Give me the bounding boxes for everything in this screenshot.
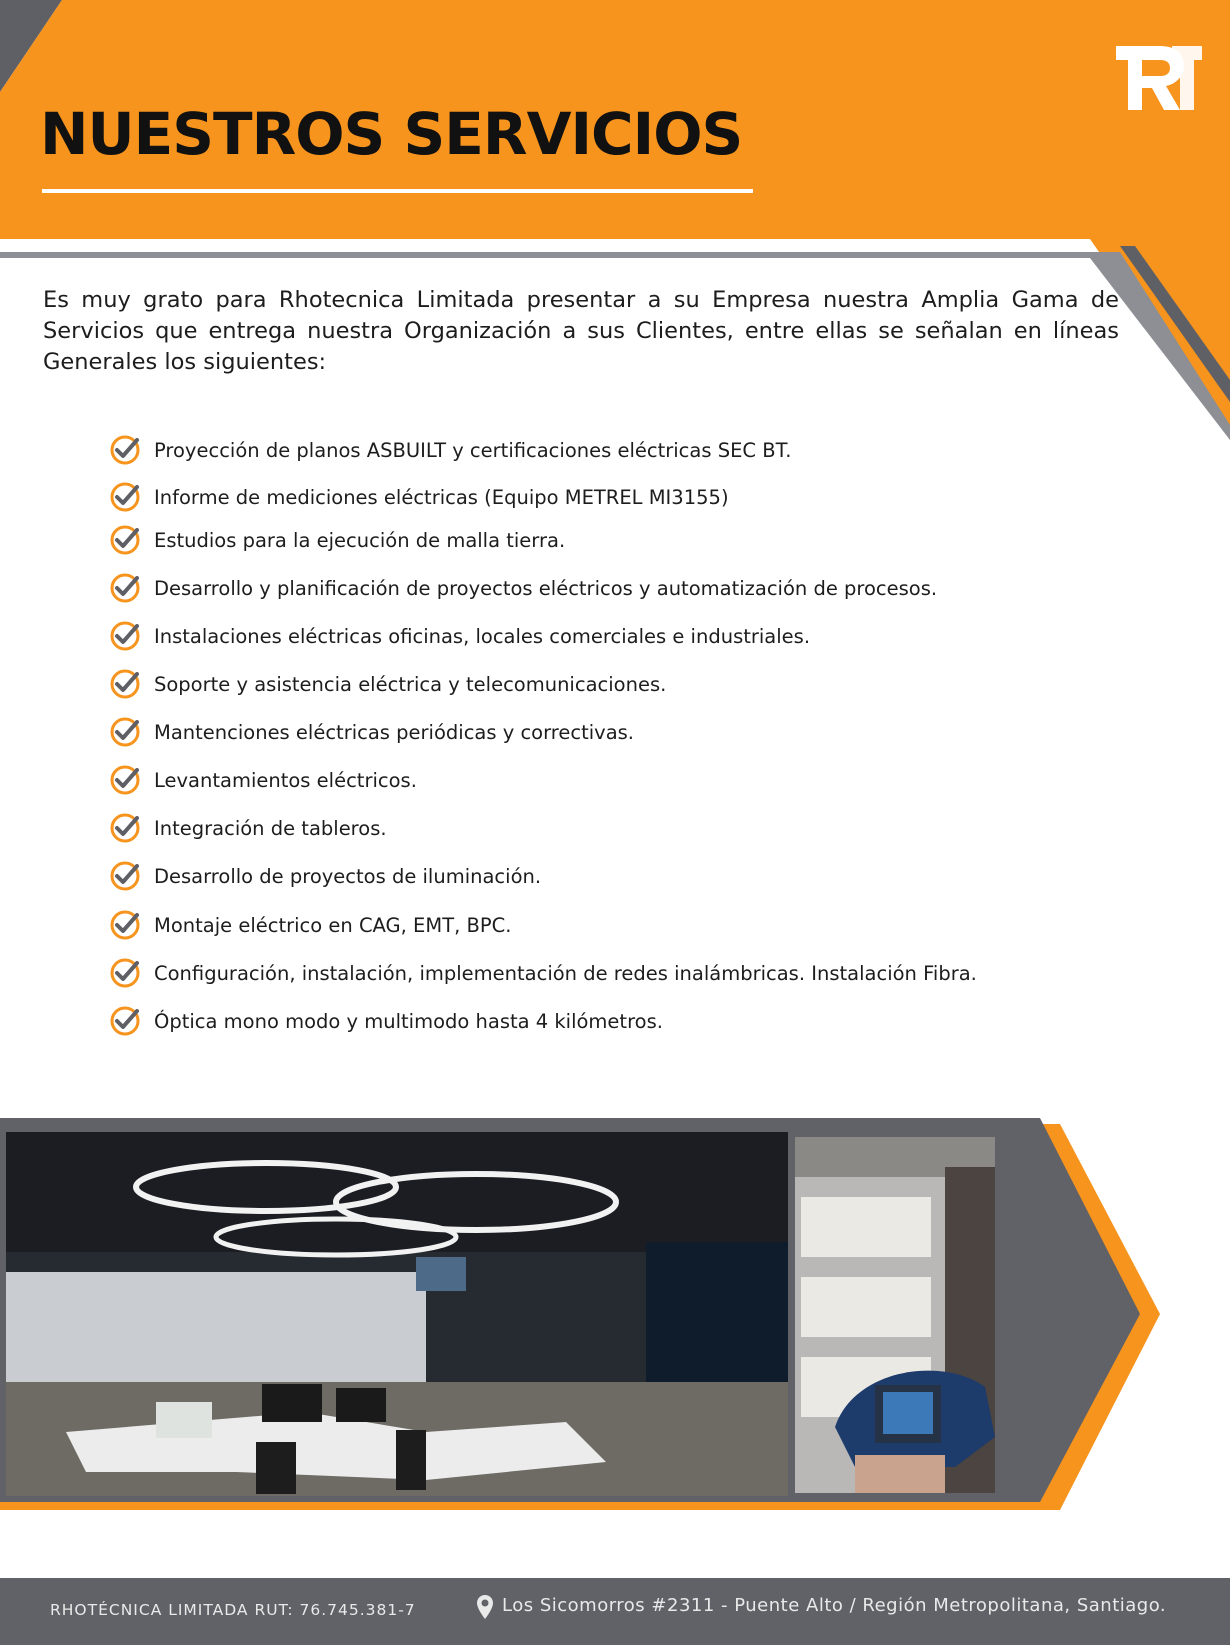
service-label: Óptica mono modo y multimodo hasta 4 kilómetros.	[154, 1009, 663, 1033]
service-label: Configuración, instalación, implementación de redes inalámbricas. Instalación Fibra.	[154, 961, 977, 985]
service-label: Soporte y asistencia eléctrica y telecomunicaciones.	[154, 672, 667, 696]
location-pin-icon	[476, 1594, 494, 1620]
service-label: Desarrollo de proyectos de iluminación.	[154, 864, 542, 888]
footer-address: Los Sicomorros #2311 - Puente Alto / Región Metropolitana, Santiago.	[502, 1595, 1167, 1616]
footer-bar	[0, 1578, 1230, 1645]
service-item	[108, 858, 541, 894]
service-label: Proyección de planos ASBUILT y certificaciones eléctricas SEC BT.	[154, 438, 792, 462]
service-label: Montaje eléctrico en CAG, EMT, BPC.	[154, 913, 512, 937]
service-item	[108, 479, 729, 515]
service-label: Informe de mediciones eléctricas (Equipo METREL MI3155)	[154, 485, 729, 509]
intro-paragraph: Es muy grato para Rhotecnica Limitada presentar a su Empresa nuestra Amplia Gama de Servicios que entrega nuestra Organización a sus Clientes, entre ellas se señalan en líneas Generales los siguientes:	[43, 287, 1119, 375]
title-underline	[42, 189, 753, 193]
office-photo	[6, 1132, 788, 1496]
orange-check-icon	[108, 433, 142, 467]
orange-check-icon	[108, 763, 142, 797]
orange-check-icon	[108, 859, 142, 893]
orange-check-icon	[108, 619, 142, 653]
orange-check-icon	[108, 956, 142, 990]
service-label: Integración de tableros.	[154, 816, 387, 840]
service-label: Estudios para la ejecución de malla tierra.	[154, 528, 566, 552]
service-item	[108, 810, 387, 846]
service-item	[108, 762, 417, 798]
orange-check-icon	[108, 667, 142, 701]
orange-check-icon	[108, 1004, 142, 1038]
service-item	[108, 522, 565, 558]
company-logo	[1112, 40, 1202, 112]
orange-check-icon	[108, 908, 142, 942]
orange-check-icon	[108, 715, 142, 749]
service-item	[108, 714, 634, 750]
service-item	[108, 1003, 663, 1039]
service-item	[108, 955, 977, 991]
orange-check-icon	[108, 571, 142, 605]
service-item	[108, 666, 666, 702]
service-label: Levantamientos eléctricos.	[154, 768, 417, 792]
orange-check-icon	[108, 480, 142, 514]
service-label: Desarrollo y planificación de proyectos eléctricos y automatización de procesos.	[154, 576, 938, 600]
footer-company: RHOTÉCNICA LIMITADA RUT: 76.745.381-7	[50, 1601, 416, 1619]
service-item	[108, 570, 937, 606]
orange-check-icon	[108, 811, 142, 845]
orange-check-icon	[108, 523, 142, 557]
page-title: NUESTROS SERVICIOS	[40, 100, 743, 168]
service-label: Instalaciones eléctricas oficinas, locales comerciales e industriales.	[154, 624, 811, 648]
service-item	[108, 907, 511, 943]
service-item	[108, 618, 810, 654]
service-label: Mantenciones eléctricas periódicas y correctivas.	[154, 720, 635, 744]
service-item	[108, 432, 791, 468]
electrical-panel-photo	[795, 1137, 995, 1493]
